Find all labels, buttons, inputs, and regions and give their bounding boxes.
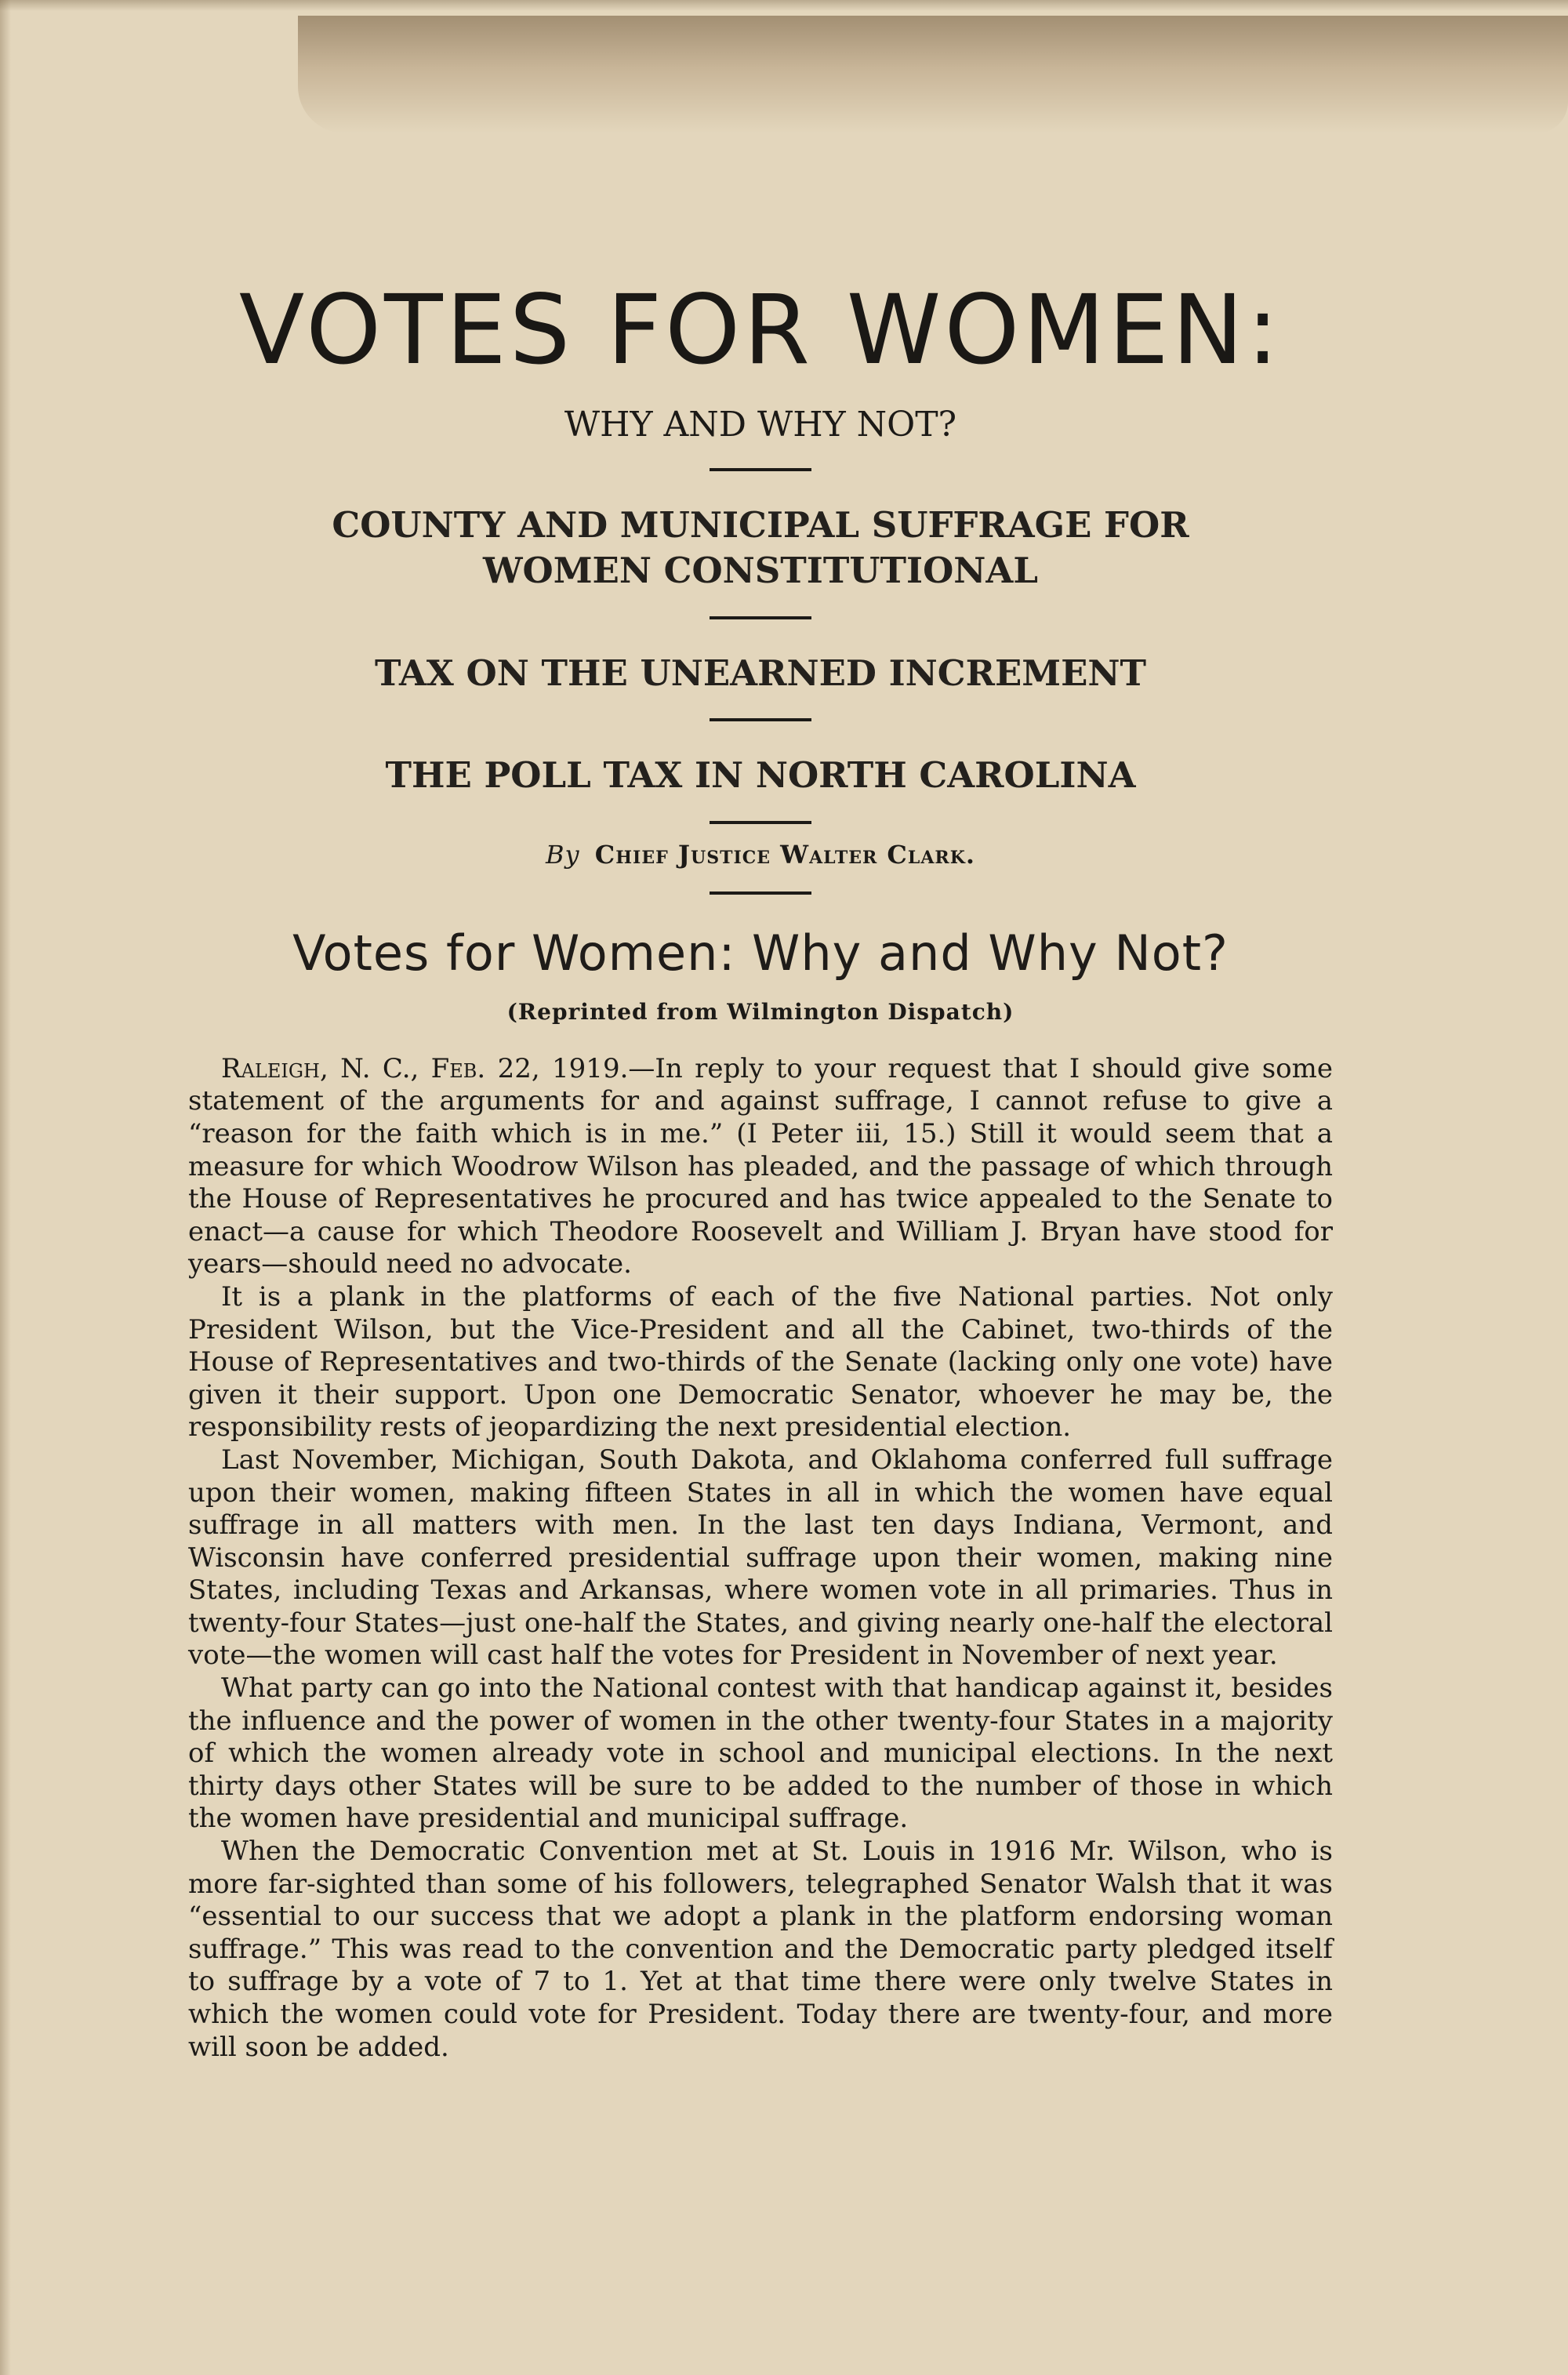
reprint-note: (Reprinted from Wilmington Dispatch) bbox=[506, 998, 1014, 1025]
section-heading-poll-tax: THE POLL TAX IN NORTH CAROLINA bbox=[385, 754, 1136, 797]
byline bbox=[188, 840, 1333, 870]
divider-rule bbox=[710, 718, 811, 721]
article-heading: Votes for Women: Why and Why Not? bbox=[292, 924, 1229, 982]
article-paragraph: It is a plank in the platforms of each of the five National parties. Not only President Wilson, but the Vice-President and all the Cabinet, two-thirds of the House of Representatives and two-thirds of the Senate (lacking only one vote) have given it their support. Upon one Democratic Senator, whoever he may be, the responsibility rests of jeopardizing the next presidential election. bbox=[188, 1280, 1333, 1444]
section-heading-tax: TAX ON THE UNEARNED INCREMENT bbox=[374, 652, 1147, 694]
paragraph-text: —In reply to your request that I should give some statement of the arguments for and against suffrage, I cannot refuse to give a “reason for the faith which is in me.” (I Peter iii, 15.) Still it would seem that a measure for which Woodrow Wilson has pleaded, and the passage of which through the House of Representatives he procured and has twice appealed to the Senate to enact—a cause for which Theodore Roosevelt and William J. Bryan have stood for years—should need no advocate. bbox=[188, 1052, 1334, 1280]
document-subtitle: WHY AND WHY NOT? bbox=[564, 405, 957, 445]
page-edge-shadow-left bbox=[0, 0, 11, 2375]
divider-rule bbox=[710, 892, 811, 895]
age-stain bbox=[298, 16, 1568, 133]
page-edge-shadow-top bbox=[0, 0, 1568, 11]
article-paragraph: What party can go into the National contest with that handicap against it, besides the influence and the power of women in the other twenty-four States in a majority of which the women already vote in school and municipal elections. In the next thirty days other States will be sure to be added to the number of those in which the women have presidential and municipal suffrage. bbox=[188, 1672, 1333, 1835]
article-paragraph: When the Democratic Convention met at St. Louis in 1916 Mr. Wilson, who is more far-sighted than some of his followers, telegraphed Senator Walsh that it was “essential to our success that we adopt a plank in the platform endorsing woman suffrage.” This was read to the convention and the Democratic party pledged itself to suffrage by a vote of 7 to 1. Yet at that time there were only twelve States in which the women could vote for President. Today there are twenty-four, and more will soon be added. bbox=[188, 1836, 1333, 2063]
document-title: VOTES FOR WOMEN: bbox=[238, 274, 1283, 386]
article-body bbox=[188, 1053, 1333, 2064]
divider-rule bbox=[710, 616, 811, 619]
byline-prefix: By bbox=[546, 839, 580, 870]
article-paragraph bbox=[188, 1053, 1333, 1281]
article-paragraph: Last November, Michigan, South Dakota, and Oklahoma conferred full suffrage upon their women, making fifteen States in all in which the women have equal suffrage in all matters with men. In the last ten days Indiana, Vermont, and Wisconsin have conferred presidential suffrage upon their women, making nine States, including Texas and Arkansas, where women vote in all primaries. Thus in twenty-four States—just one-half the States, and giving nearly one-half the electoral vote—the women will cast half the votes for President in November of next year. bbox=[188, 1444, 1333, 1672]
section-heading-suffrage: COUNTY AND MUNICIPAL SUFFRAGE FOR WOMEN CONSTITUTIONAL bbox=[332, 503, 1189, 592]
byline-author: Chief Justice Walter Clark. bbox=[594, 839, 975, 870]
document-content bbox=[188, 274, 1334, 2064]
dateline: Raleigh, N. C., Feb. 22, 1919. bbox=[221, 1052, 629, 1084]
divider-rule bbox=[710, 468, 811, 471]
divider-rule bbox=[710, 821, 811, 824]
